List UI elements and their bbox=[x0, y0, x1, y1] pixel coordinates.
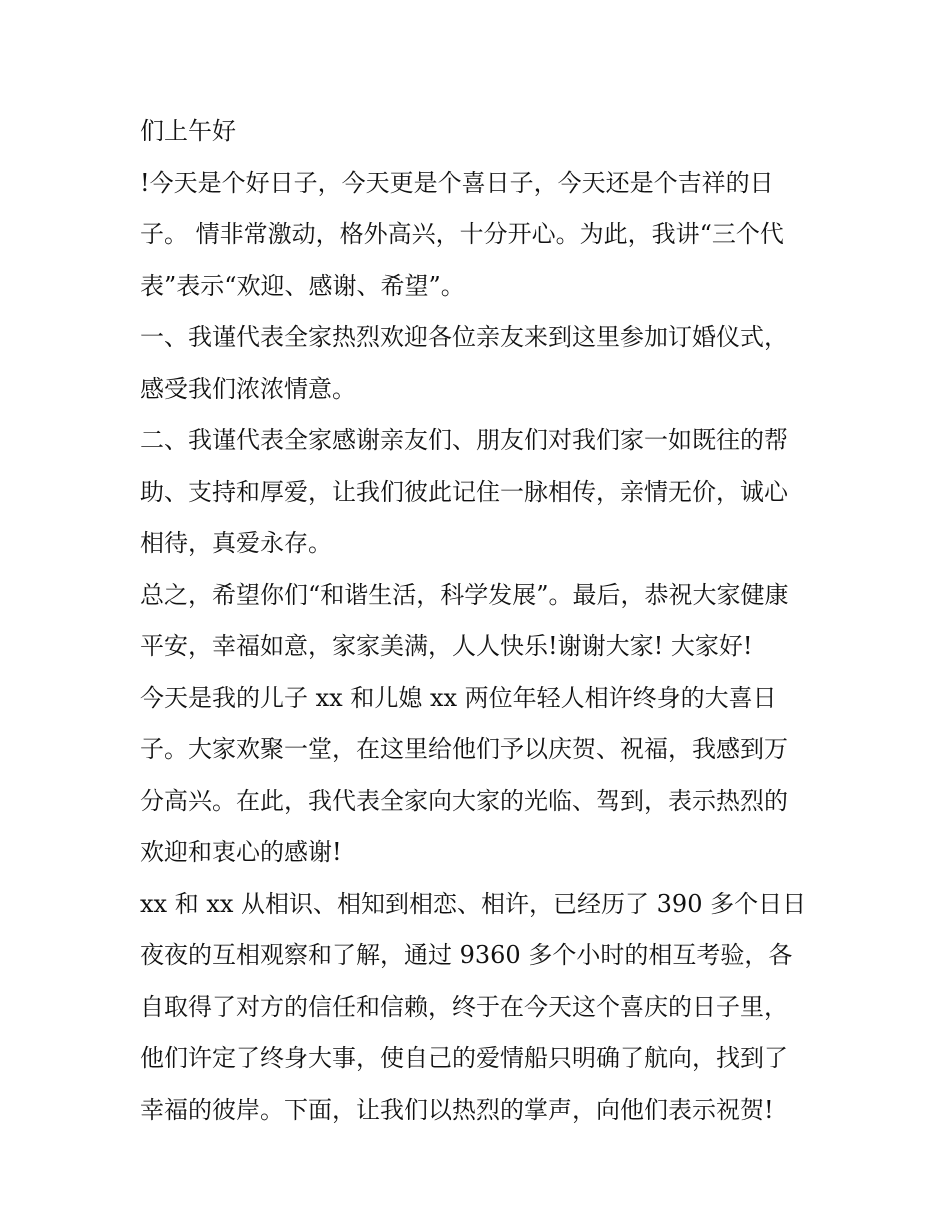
text-line-15: 欢迎和衷心的感谢! bbox=[140, 838, 342, 866]
text-line-12: 今天是我的儿子 xx 和儿媳 xx 两位年轻人相许终身的大喜日 bbox=[140, 683, 777, 712]
text-line-18: 自取得了对方的信任和信赖，终于在今天这个喜庆的日子里， bbox=[140, 992, 788, 1021]
text-line-9: 相待，真爱永存。 bbox=[140, 529, 332, 557]
text-line-7: 二、我谨代表全家感谢亲友们、朋友们对我们家一如既往的帮 bbox=[140, 426, 788, 454]
text-line-5: 一、我谨代表全家热烈欢迎各位亲友来到这里参加订婚仪式， bbox=[140, 323, 788, 351]
text-line-6: 感受我们浓浓情意。 bbox=[140, 374, 356, 403]
text-line-19: 他们许定了终身大事，使自己的爱情船只明确了航向，找到了 bbox=[140, 1044, 788, 1072]
text-line-11: 平安，幸福如意，家家美满，人人快乐!谢谢大家! 大家好! bbox=[140, 632, 753, 660]
text-line-14: 分高兴。在此，我代表全家向大家的光临、驾到，表示热烈的 bbox=[140, 786, 788, 815]
text-line-3: 子。 情非常激动，格外高兴，十分开心。为此，我讲“三个代 bbox=[140, 220, 784, 248]
text-line-2: !今天是个好日子，今天更是个喜日子，今天还是个吉祥的日 bbox=[140, 168, 774, 197]
text-line-10: 总之，希望你们“和谐生活，科学发展”。最后，恭祝大家健康 bbox=[140, 580, 789, 609]
text-line-16: xx 和 xx 从相识、相知到相恋、相许，已经历了 390 多个日日 bbox=[140, 889, 807, 918]
text-line-13: 子。大家欢聚一堂，在这里给他们予以庆贺、祝福，我感到万 bbox=[140, 735, 788, 763]
text-line-4: 表”表示“欢迎、感谢、希望”。 bbox=[140, 271, 465, 300]
text-line-20: 幸福的彼岸。下面，让我们以热烈的掌声，向他们表示祝贺! bbox=[140, 1095, 774, 1124]
document-body bbox=[140, 106, 820, 1136]
text-line-1: 们上午好 bbox=[140, 117, 236, 145]
text-line-8: 助、支持和厚爱，让我们彼此记住一脉相传，亲情无价，诚心 bbox=[140, 477, 788, 506]
text-line-17: 夜夜的互相观察和了解，通过 9360 多个小时的相互考验，各 bbox=[140, 941, 793, 969]
